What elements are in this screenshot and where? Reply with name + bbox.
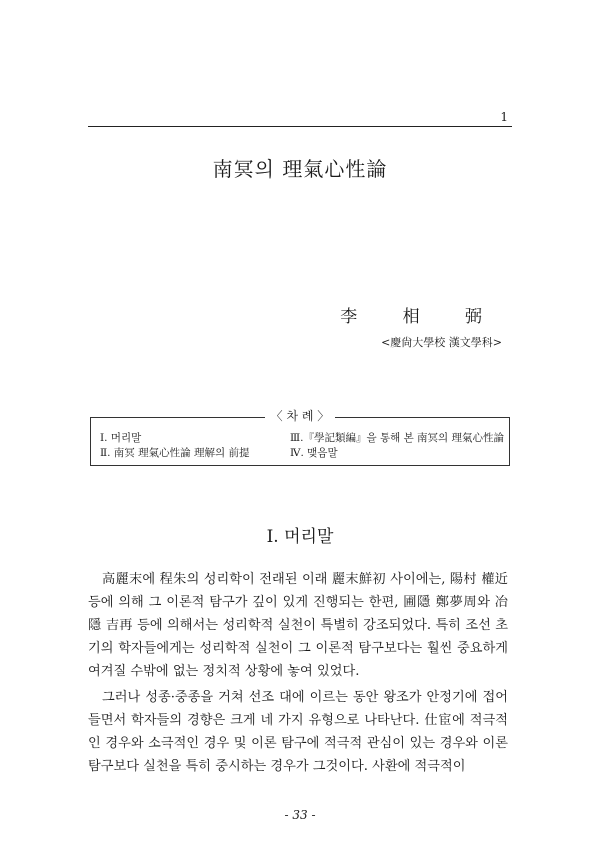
body-paragraph-2: 그러나 성종·중종을 거쳐 선조 대에 이르는 동안 왕조가 안정기에 접어들면서 학자들의 경향은 크게 네 가지 유형으로 나타난다. 仕宦에 적극적인 경우와 소극적인 경우 및 이론 탐구에 적극적 관심이 있는 경우와 이론 탐구보다 실천을 특히 중시하는 경우가 그것이다. 사환에 적극적이 bbox=[88, 690, 508, 774]
author-name: 李 相 弼 bbox=[340, 307, 502, 327]
page-footer-number: - 33 - bbox=[284, 808, 316, 822]
toc-item-4: Ⅳ. 맺음말 bbox=[290, 447, 338, 459]
author-affiliation: <慶尙大學校 漢文學科> bbox=[381, 336, 502, 349]
article-title: 南冥의 理氣心性論 bbox=[212, 157, 388, 181]
header-rule bbox=[88, 126, 512, 127]
toc-item-2: Ⅱ. 南冥 理氣心性論 理解의 前提 bbox=[100, 447, 250, 459]
header-page-number: 1 bbox=[500, 110, 508, 124]
body-paragraph-1: 高麗末에 程朱의 성리학이 전래된 이래 麗末鮮初 사이에는, 陽村 權近 등에 의해 그 이론적 탐구가 깊이 있게 진행되는 한편, 圃隱 鄭夢周와 冶隱 吉再 등에 의해서는 성리학적 실천이 특별히 강조되었다. 특히 조선 초기의 학자들에게는 성리학적 실천이 그 이론적 탐구보다는 훨씬 중요하게 여겨질 수밖에 없는 정치적 상황에 놓여 있었다. bbox=[88, 572, 508, 679]
toc-item-1: Ⅰ. 머리말 bbox=[100, 432, 142, 444]
toc-item-3: Ⅲ.『學記類編』을 통해 본 南冥의 理氣心性論 bbox=[290, 432, 505, 444]
toc-heading: 〈 차 례 〉 bbox=[0, 407, 600, 424]
section-heading: Ⅰ. 머리말 bbox=[266, 527, 334, 547]
